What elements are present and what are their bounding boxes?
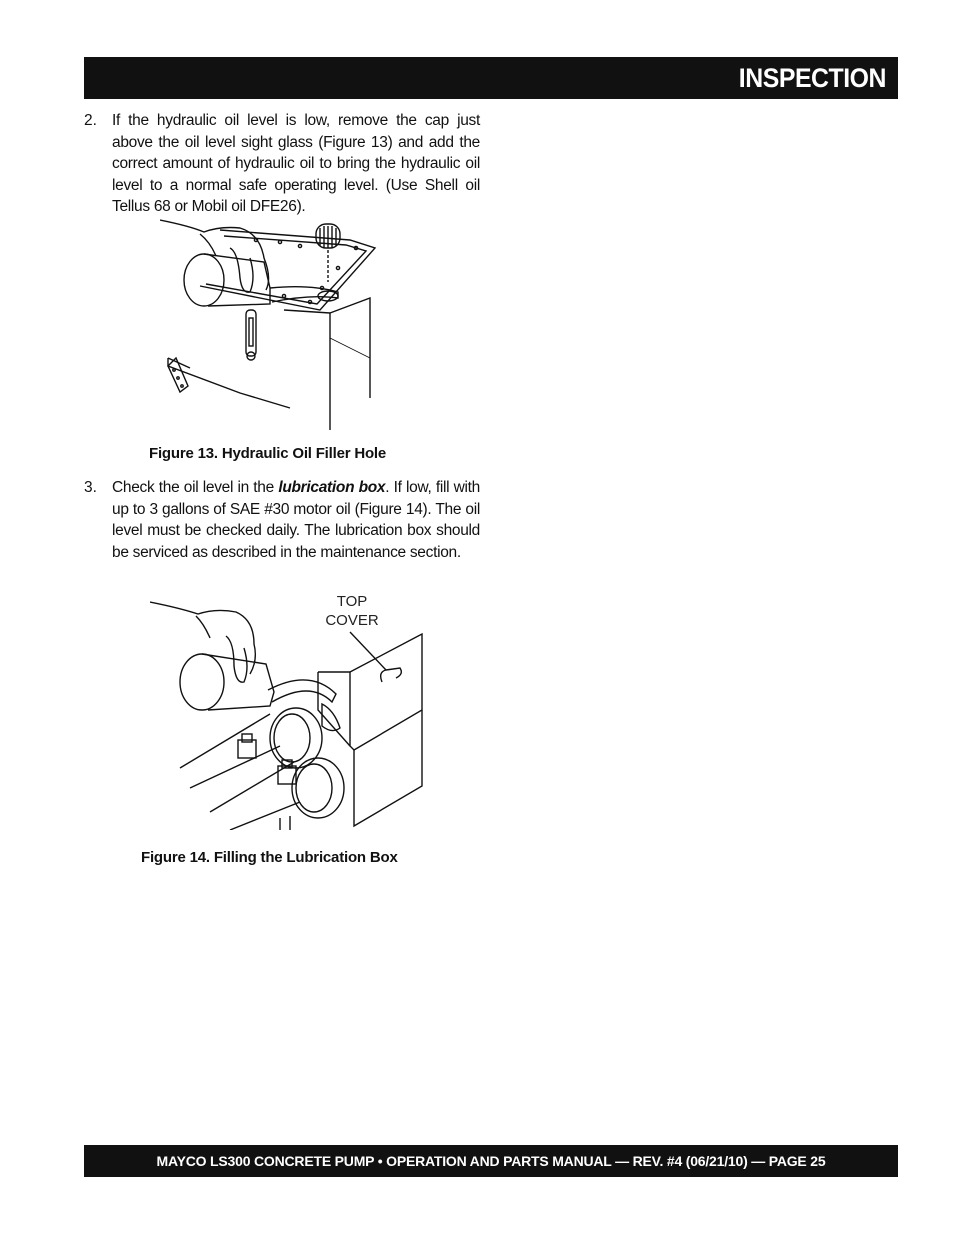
- step-number: 3.: [84, 479, 97, 496]
- top-cover-label-line1: TOP: [336, 593, 368, 610]
- lubrication-box-drawing: [150, 598, 426, 830]
- step-text: [112, 477, 480, 563]
- footer-text: MAYCO LS300 CONCRETE PUMP • OPERATION AND PARTS MANUAL — REV. #4 (06/21/10) — PAGE 25: [156, 1153, 826, 1169]
- hydraulic-tank-drawing: [160, 218, 380, 430]
- top-cover-label-line2: COVER: [325, 612, 379, 629]
- section-header-bar: [84, 57, 898, 99]
- footer-bar: [84, 1145, 898, 1177]
- step-3: [84, 477, 480, 563]
- figure-13-illustration: [160, 218, 380, 430]
- step-text-start: Check the oil level in the: [112, 479, 279, 496]
- step-number: 2.: [84, 112, 97, 129]
- step-text: If the hydraulic oil level is low, remove the cap just above the oil level sight glass (Figure 13) and add the correct amount of hydraulic oil to bring the hydraulic oil level to a normal safe operating level. (Use Shell oil Tellus 68 or Mobil oil DFE26).: [112, 112, 480, 215]
- figure-14-caption: Figure 14. Filling the Lubrication Box: [141, 849, 398, 866]
- step-text-end: . If low, fill with up to 3 gallons of SAE #30 motor oil (Figure 14). The oil level must be checked daily. The lubrication box should be serviced as described in the maintenance section.: [112, 479, 480, 561]
- figure-13-caption: Figure 13. Hydraulic Oil Filler Hole: [149, 445, 387, 462]
- step-2: [84, 110, 480, 218]
- section-title: INSPECTION: [738, 63, 886, 93]
- lubrication-box-emphasis: lubrication box: [278, 479, 386, 496]
- figure-14-illustration: [150, 598, 426, 830]
